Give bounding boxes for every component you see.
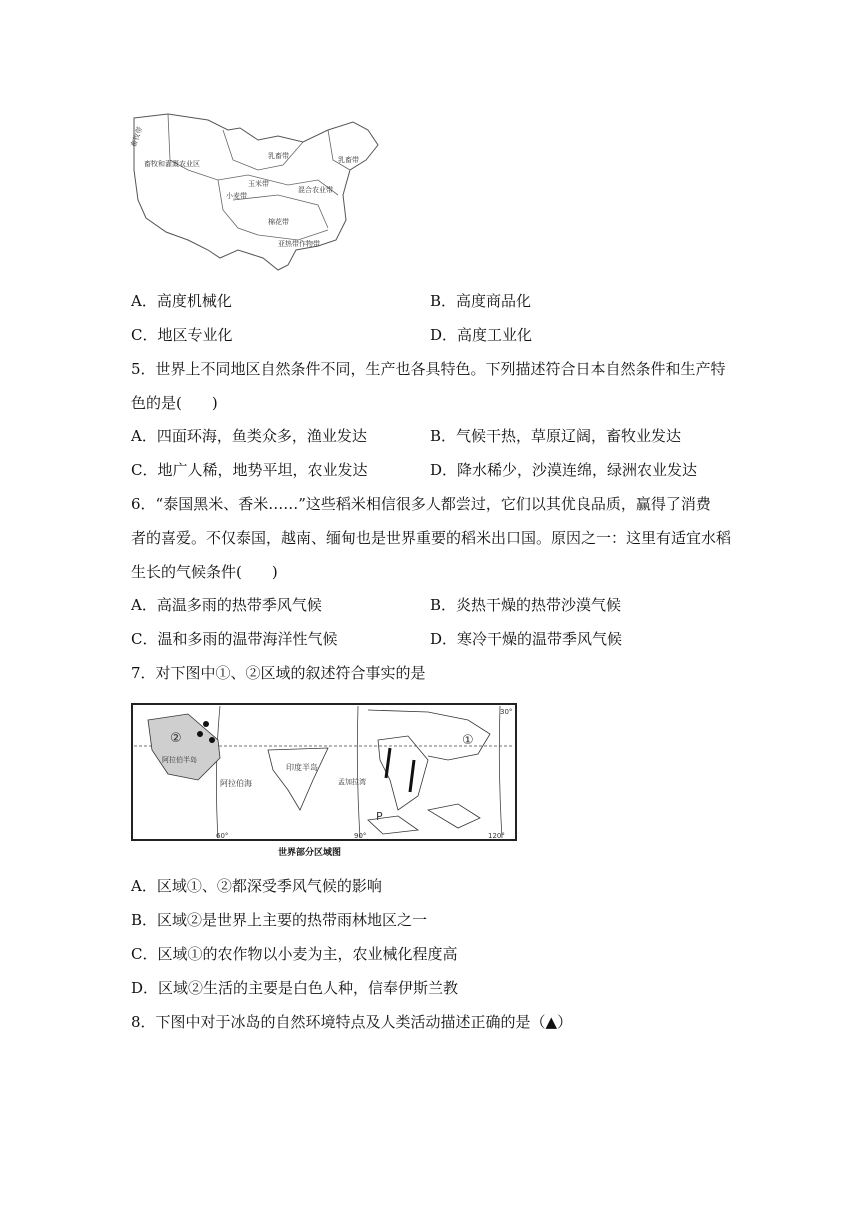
q4-option-d: D．高度工业化 [430, 326, 533, 344]
map-label-lon60: 60° [216, 832, 229, 840]
q7-stem: 7．对下图中①、②区域的叙述符合事实的是 [131, 664, 426, 682]
map-label-india: 印度半岛 [286, 763, 318, 772]
map-label-region1: ① [462, 733, 474, 748]
map-label-bay: 孟加拉湾 [338, 778, 366, 786]
q4-option-b: B．高度商品化 [430, 292, 532, 310]
us-map-label: 玉米带 [248, 180, 269, 188]
q6-option-d: D．寒冷干燥的温带季风气候 [430, 630, 623, 648]
q6-stem-cont: 生长的气候条件( ) [131, 563, 278, 581]
us-map-label: 畜牧带 [129, 125, 145, 149]
map-label-lat30: 30° [500, 708, 513, 716]
q5-stem: 5．世界上不同地区自然条件不同，生产也各具特色。下列描述符合日本自然条件和生产特 [131, 360, 726, 378]
q8-stem: 8．下图中对于冰岛的自然环境特点及人类活动描述正确的是（▲） [131, 1013, 573, 1031]
q5-option-d: D．降水稀少，沙漠连绵，绿洲农业发达 [430, 461, 698, 479]
q7-option-d: D．区域②生活的主要是白色人种，信奉伊斯兰教 [131, 979, 459, 997]
q5-stem-cont: 色的是( ) [131, 394, 218, 412]
q7-option-b: B．区域②是世界上主要的热带雨林地区之一 [131, 911, 428, 929]
q5-option-c: C．地广人稀，地势平坦，农业发达 [131, 461, 368, 479]
map-label-arabian: 阿拉伯半岛 [162, 756, 197, 764]
q4-option-a: A．高度机械化 [131, 292, 232, 310]
q6-stem-cont: 者的喜爱。不仅泰国，越南、缅甸也是世界重要的稻米出口国。原因之一：这里有适宜水稻 [131, 529, 732, 547]
map-label-region2: ② [170, 731, 182, 746]
map-label-lon120: 120° [488, 832, 505, 840]
q6-stem: 6．“泰国黑米、香米……”这些稻米相信很多人都尝过，它们以其优良品质，赢得了消费 [131, 495, 711, 513]
map-label-lon90: 90° [354, 832, 367, 840]
q6-option-a: A．高温多雨的热带季风气候 [131, 596, 322, 614]
us-map-label: 小麦带 [226, 192, 247, 200]
us-map-label: 乳畜带 [268, 152, 289, 160]
us-agriculture-map [128, 100, 390, 276]
q4-option-c: C．地区专业化 [131, 326, 233, 344]
world-region-map [128, 700, 520, 860]
map-label-arabian-sea: 阿拉伯海 [220, 779, 252, 788]
us-map-label: 棉花带 [268, 218, 289, 226]
map-caption: 世界部分区域图 [278, 848, 342, 858]
map-label-p: P [376, 810, 383, 823]
us-map-label: 乳畜带 [338, 156, 359, 164]
us-map-label: 畜牧和灌溉农业区 [144, 160, 200, 168]
q6-option-b: B．炎热干燥的热带沙漠气候 [430, 596, 622, 614]
q5-option-b: B．气候干热，草原辽阔，畜牧业发达 [430, 427, 682, 445]
us-map-label: 亚热带作物带 [278, 240, 320, 248]
us-map-label: 混合农业带 [298, 186, 333, 194]
q5-option-a: A．四面环海，鱼类众多，渔业发达 [131, 427, 367, 445]
q7-option-a: A．区域①、②都深受季风气候的影响 [131, 877, 382, 895]
q7-option-c: C．区域①的农作物以小麦为主，农业械化程度高 [131, 945, 458, 963]
q6-option-c: C．温和多雨的温带海洋性气候 [131, 630, 338, 648]
